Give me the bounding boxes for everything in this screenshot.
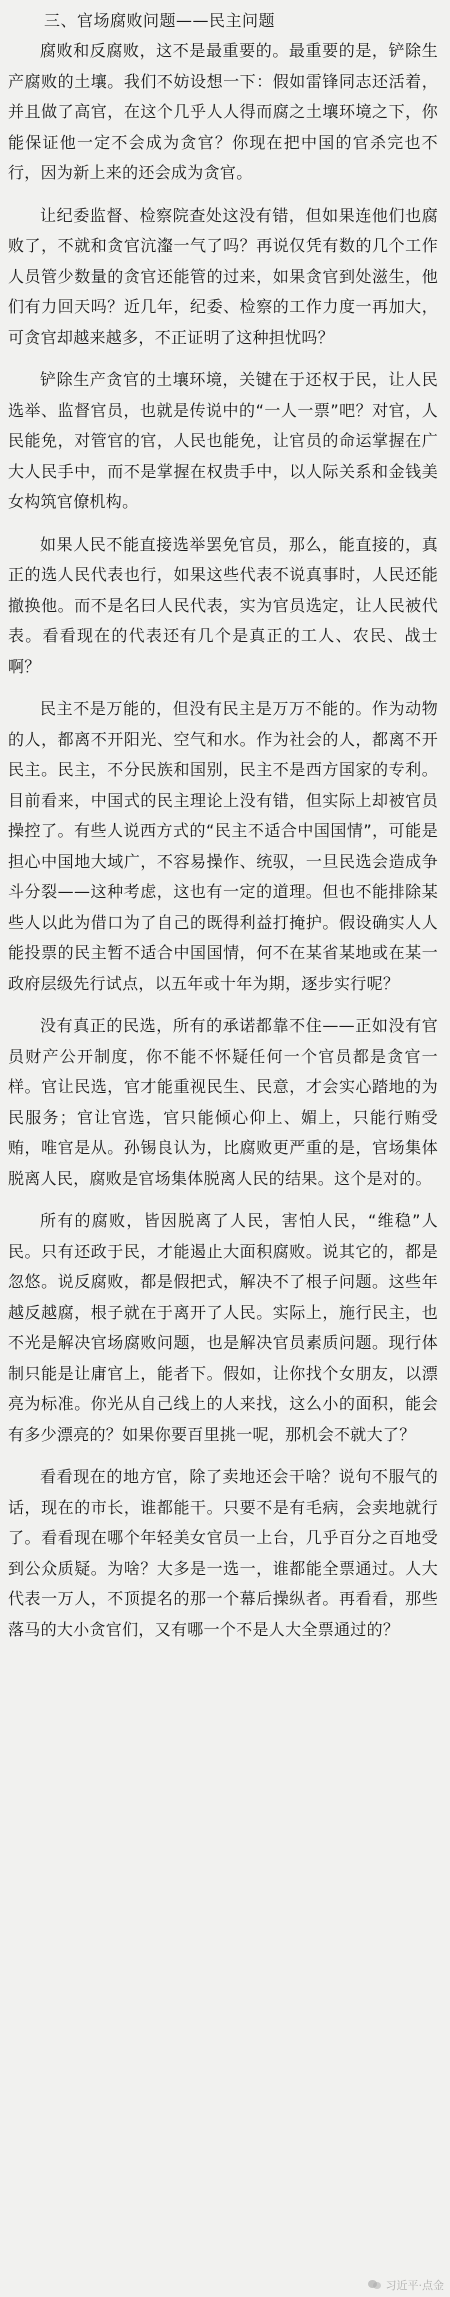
paragraph: 所有的腐败，皆因脱离了人民，害怕人民，“维稳”人民。只有还政于民，才能遏止大面积腐败。说其它的，都是忽悠。说反腐败，都是假把式，解决不了根子问题。这些年越反越腐，根子就在于离开了人民。实际上，施行民主，也不光是解决官场腐败问题，也是解决官员素质问题。现行体制只能是让庸官上，能者下。假如，让你找个女朋友，以漂亮为标准。你光从自己线上的人来找，这么小的面积，能会有多少漂亮的？如果你要百里挑一呢，那机会不就大了？ xyxy=(8,1211,438,1444)
wechat-icon xyxy=(368,2279,382,2291)
paragraph: 腐败和反腐败，这不是最重要的。最重要的是，铲除生产腐败的土壤。我们不妨设想一下：假如雷锋同志还活着，并且做了高官，在这个几乎人人得而腐之土壤环境之下，你能保证他一定不会成为贪官？你现在把中国的官杀完也不行，因为新上来的还会成为贪官。 xyxy=(8,41,438,182)
paragraph: 民主不是万能的，但没有民主是万万不能的。作为动物的人，都离不开阳光、空气和水。作为社会的人，都离不开民主。民主，不分民族和国别，民主不是西方国家的专利。目前看来，中国式的民主理论上没有错，但实际上却被官员操控了。有些人说西方式的“民主不适合中国国情”，可能是担心中国地大域广，不容易操作、统驭，一旦民选会造成争斗分裂——这种考虑，这也有一定的道理。但也不能排除某些人以此为借口为了自己的既得利益打掩护。假设确实人人能投票的民主暂不适合中国国情，何不在某省某地或在某一政府层级先行试点，以五年或十年为期，逐步实行呢？ xyxy=(8,699,438,993)
paragraph: 没有真正的民选，所有的承诺都靠不住——正如没有官员财产公开制度，你不能不怀疑任何一个官员都是贪官一样。官让民选，官才能重视民生、民意，才会实心踏地的为民服务；官让官选，官只能倾心仰上、媚上，只能行贿受贿，唯官是从。孙锡良认为，比腐败更严重的是，官场集体脱离人民，腐败是官场集体脱离人民的结果。这个是对的。 xyxy=(8,1016,438,1188)
paragraph: 铲除生产贪官的土壤环境，关键在于还权于民，让人民选举、监督官员，也就是传说中的“一人一票”吧？对官，人民能免，对管官的官，人民也能免，让官员的命运掌握在广大人民手中，而不是掌握在权贵手中，以人际关系和金钱美女构筑官僚机构。 xyxy=(8,370,438,511)
article-body xyxy=(8,6,438,1657)
watermark xyxy=(368,2277,445,2293)
section-heading: 三、官场腐败问题——民主问题 xyxy=(44,11,276,30)
paragraph: 如果人民不能直接选举罢免官员，那么，能直接的，真正的选人民代表也行，如果这些代表不说真事时，人民还能撤换他。而不是名曰人民代表，实为官员选定，让人民被代表。看看现在的代表还有几个是真正的工人、农民、战士啊？ xyxy=(8,534,438,676)
watermark-text: 习近平·点金 xyxy=(385,2279,444,2292)
paragraph: 看看现在的地方官，除了卖地还会干啥？说句不服气的话，现在的市长，谁都能干。只要不是有毛病，会卖地就行了。看看现在哪个年轻美女官员一上台，几乎百分之百地受到公众质疑。为啥？大多是一选一，谁都能全票通过。人大代表一万人，不顶提名的那一个幕后操纵者。再看看，那些落马的大小贪官们，又有哪一个不是人大全票通过的？ xyxy=(8,1467,438,1639)
paragraph: 让纪委监督、检察院查处这没有错，但如果连他们也腐败了，不就和贪官沆瀣一气了吗？再说仅凭有数的几个工作人员管少数量的贪官还能管的过来，如果贪官到处滋生，他们有力回天吗？近几年，纪委、检察的工作力度一再加大，可贪官却越来越多，不正证明了这种担忧吗？ xyxy=(8,205,438,347)
